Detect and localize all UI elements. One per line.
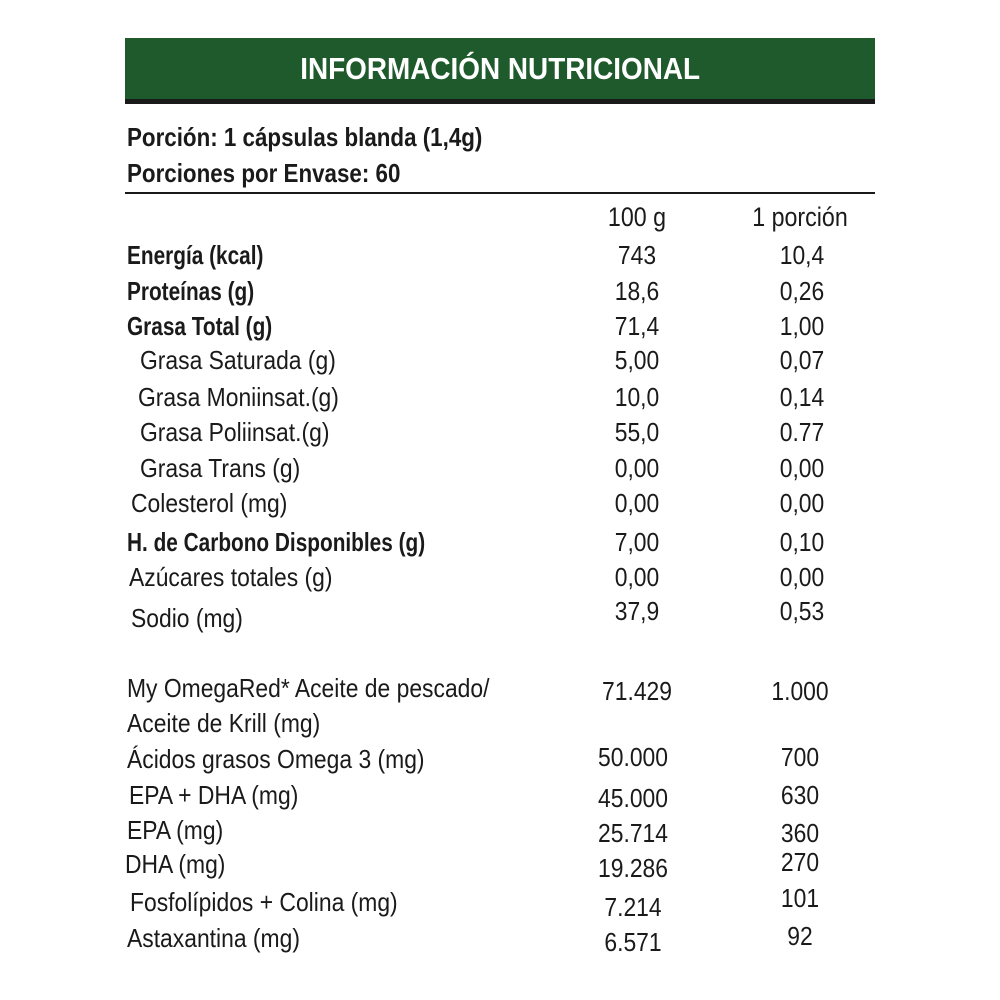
value-100g: 10,0 bbox=[614, 382, 660, 412]
nutrient-row bbox=[0, 240, 1000, 272]
nutrient-row bbox=[0, 596, 1000, 633]
value-portion: 360 bbox=[780, 818, 820, 848]
nutrient-label: Grasa Poliinsat.(g) bbox=[140, 417, 330, 447]
supplement-row bbox=[0, 849, 1000, 881]
nutrient-label: Grasa Trans (g) bbox=[140, 453, 301, 483]
value-portion: 1.000 bbox=[771, 676, 829, 706]
value-portion: 0,07 bbox=[779, 345, 825, 375]
nutrient-row bbox=[0, 276, 1000, 308]
column-header-100g: 100 g bbox=[607, 202, 667, 232]
value-100g: 19.286 bbox=[598, 853, 668, 883]
supplement-label: DHA (mg) bbox=[125, 849, 226, 879]
value-100g: 5,00 bbox=[614, 345, 660, 375]
supplement-row bbox=[0, 883, 1000, 922]
supplement-row bbox=[0, 815, 1000, 847]
value-100g: 743 bbox=[617, 240, 657, 270]
value-100g: 0,00 bbox=[614, 453, 660, 483]
value-portion: 1,00 bbox=[779, 311, 825, 341]
nutrient-label: Azúcares totales (g) bbox=[129, 562, 333, 592]
value-portion: 700 bbox=[780, 742, 820, 772]
value-portion: 630 bbox=[780, 780, 820, 810]
value-portion: 0,00 bbox=[779, 562, 825, 592]
supplement-row bbox=[0, 923, 1000, 955]
value-100g: 0,00 bbox=[614, 562, 660, 592]
supplement-label: Ácidos grasos Omega 3 (mg) bbox=[127, 744, 425, 774]
supplement-row bbox=[0, 780, 1000, 812]
value-100g: 71.429 bbox=[602, 676, 672, 706]
supplement-row bbox=[0, 673, 1000, 705]
supplement-label: My OmegaRed* Aceite de pescado/ bbox=[127, 673, 490, 703]
value-portion: 0,53 bbox=[779, 596, 825, 626]
supplement-label: Aceite de Krill (mg) bbox=[127, 708, 321, 738]
nutrient-label: Grasa Saturada (g) bbox=[140, 345, 336, 375]
value-100g: 7,00 bbox=[614, 527, 660, 557]
nutrient-row bbox=[0, 345, 1000, 377]
nutrient-label: Colesterol (mg) bbox=[131, 488, 288, 518]
value-portion: 0.77 bbox=[779, 417, 825, 447]
value-100g: 25.714 bbox=[598, 818, 668, 848]
supplement-label: Astaxantina (mg) bbox=[127, 923, 300, 953]
supplement-label: EPA + DHA (mg) bbox=[129, 780, 299, 810]
supplement-label: Fosfolípidos + Colina (mg) bbox=[130, 887, 398, 917]
value-100g: 37,9 bbox=[614, 596, 660, 626]
supplement-row bbox=[0, 744, 1000, 776]
value-100g: 6.571 bbox=[604, 927, 662, 957]
nutrient-label: Grasa Moniinsat.(g) bbox=[138, 382, 339, 412]
value-portion: 0,26 bbox=[779, 276, 825, 306]
nutrient-label: Proteínas (g) bbox=[127, 276, 255, 306]
nutrient-label: Grasa Total (g) bbox=[127, 311, 273, 341]
nutrient-row bbox=[0, 417, 1000, 449]
column-header-portion: 1 porción bbox=[752, 202, 848, 232]
value-portion: 10,4 bbox=[779, 240, 825, 270]
value-portion: 0,00 bbox=[779, 488, 825, 518]
nutrient-row bbox=[0, 382, 1000, 414]
nutrient-label: H. de Carbono Disponibles (g) bbox=[127, 527, 426, 557]
nutrient-label: Energía (kcal) bbox=[127, 240, 264, 270]
value-100g: 45.000 bbox=[598, 783, 668, 813]
value-100g: 71,4 bbox=[614, 311, 660, 341]
nutrient-label: Sodio (mg) bbox=[131, 603, 243, 633]
value-portion: 101 bbox=[780, 883, 820, 913]
nutrient-row bbox=[0, 527, 1000, 559]
value-100g: 50.000 bbox=[598, 742, 668, 772]
supplement-label: EPA (mg) bbox=[127, 815, 224, 845]
value-100g: 55,0 bbox=[614, 417, 660, 447]
value-portion: 0,10 bbox=[779, 527, 825, 557]
servings-per-container: Porciones por Envase: 60 bbox=[127, 158, 401, 188]
supplement-row bbox=[0, 708, 1000, 740]
value-100g: 18,6 bbox=[614, 276, 660, 306]
nutrient-row bbox=[0, 488, 1000, 520]
table-header bbox=[125, 38, 875, 104]
value-portion: 0,00 bbox=[779, 453, 825, 483]
table-title: INFORMACIÓN NUTRICIONAL bbox=[300, 50, 700, 86]
value-100g: 7.214 bbox=[604, 892, 662, 922]
nutrient-row bbox=[0, 453, 1000, 485]
value-portion: 0,14 bbox=[779, 382, 825, 412]
value-portion: 92 bbox=[787, 921, 813, 951]
nutrient-row bbox=[0, 311, 1000, 343]
serving-size: Porción: 1 cápsulas blanda (1,4g) bbox=[127, 122, 483, 152]
value-portion: 270 bbox=[780, 847, 820, 877]
value-100g: 0,00 bbox=[614, 488, 660, 518]
nutrient-row bbox=[0, 562, 1000, 594]
divider-line bbox=[125, 192, 875, 194]
